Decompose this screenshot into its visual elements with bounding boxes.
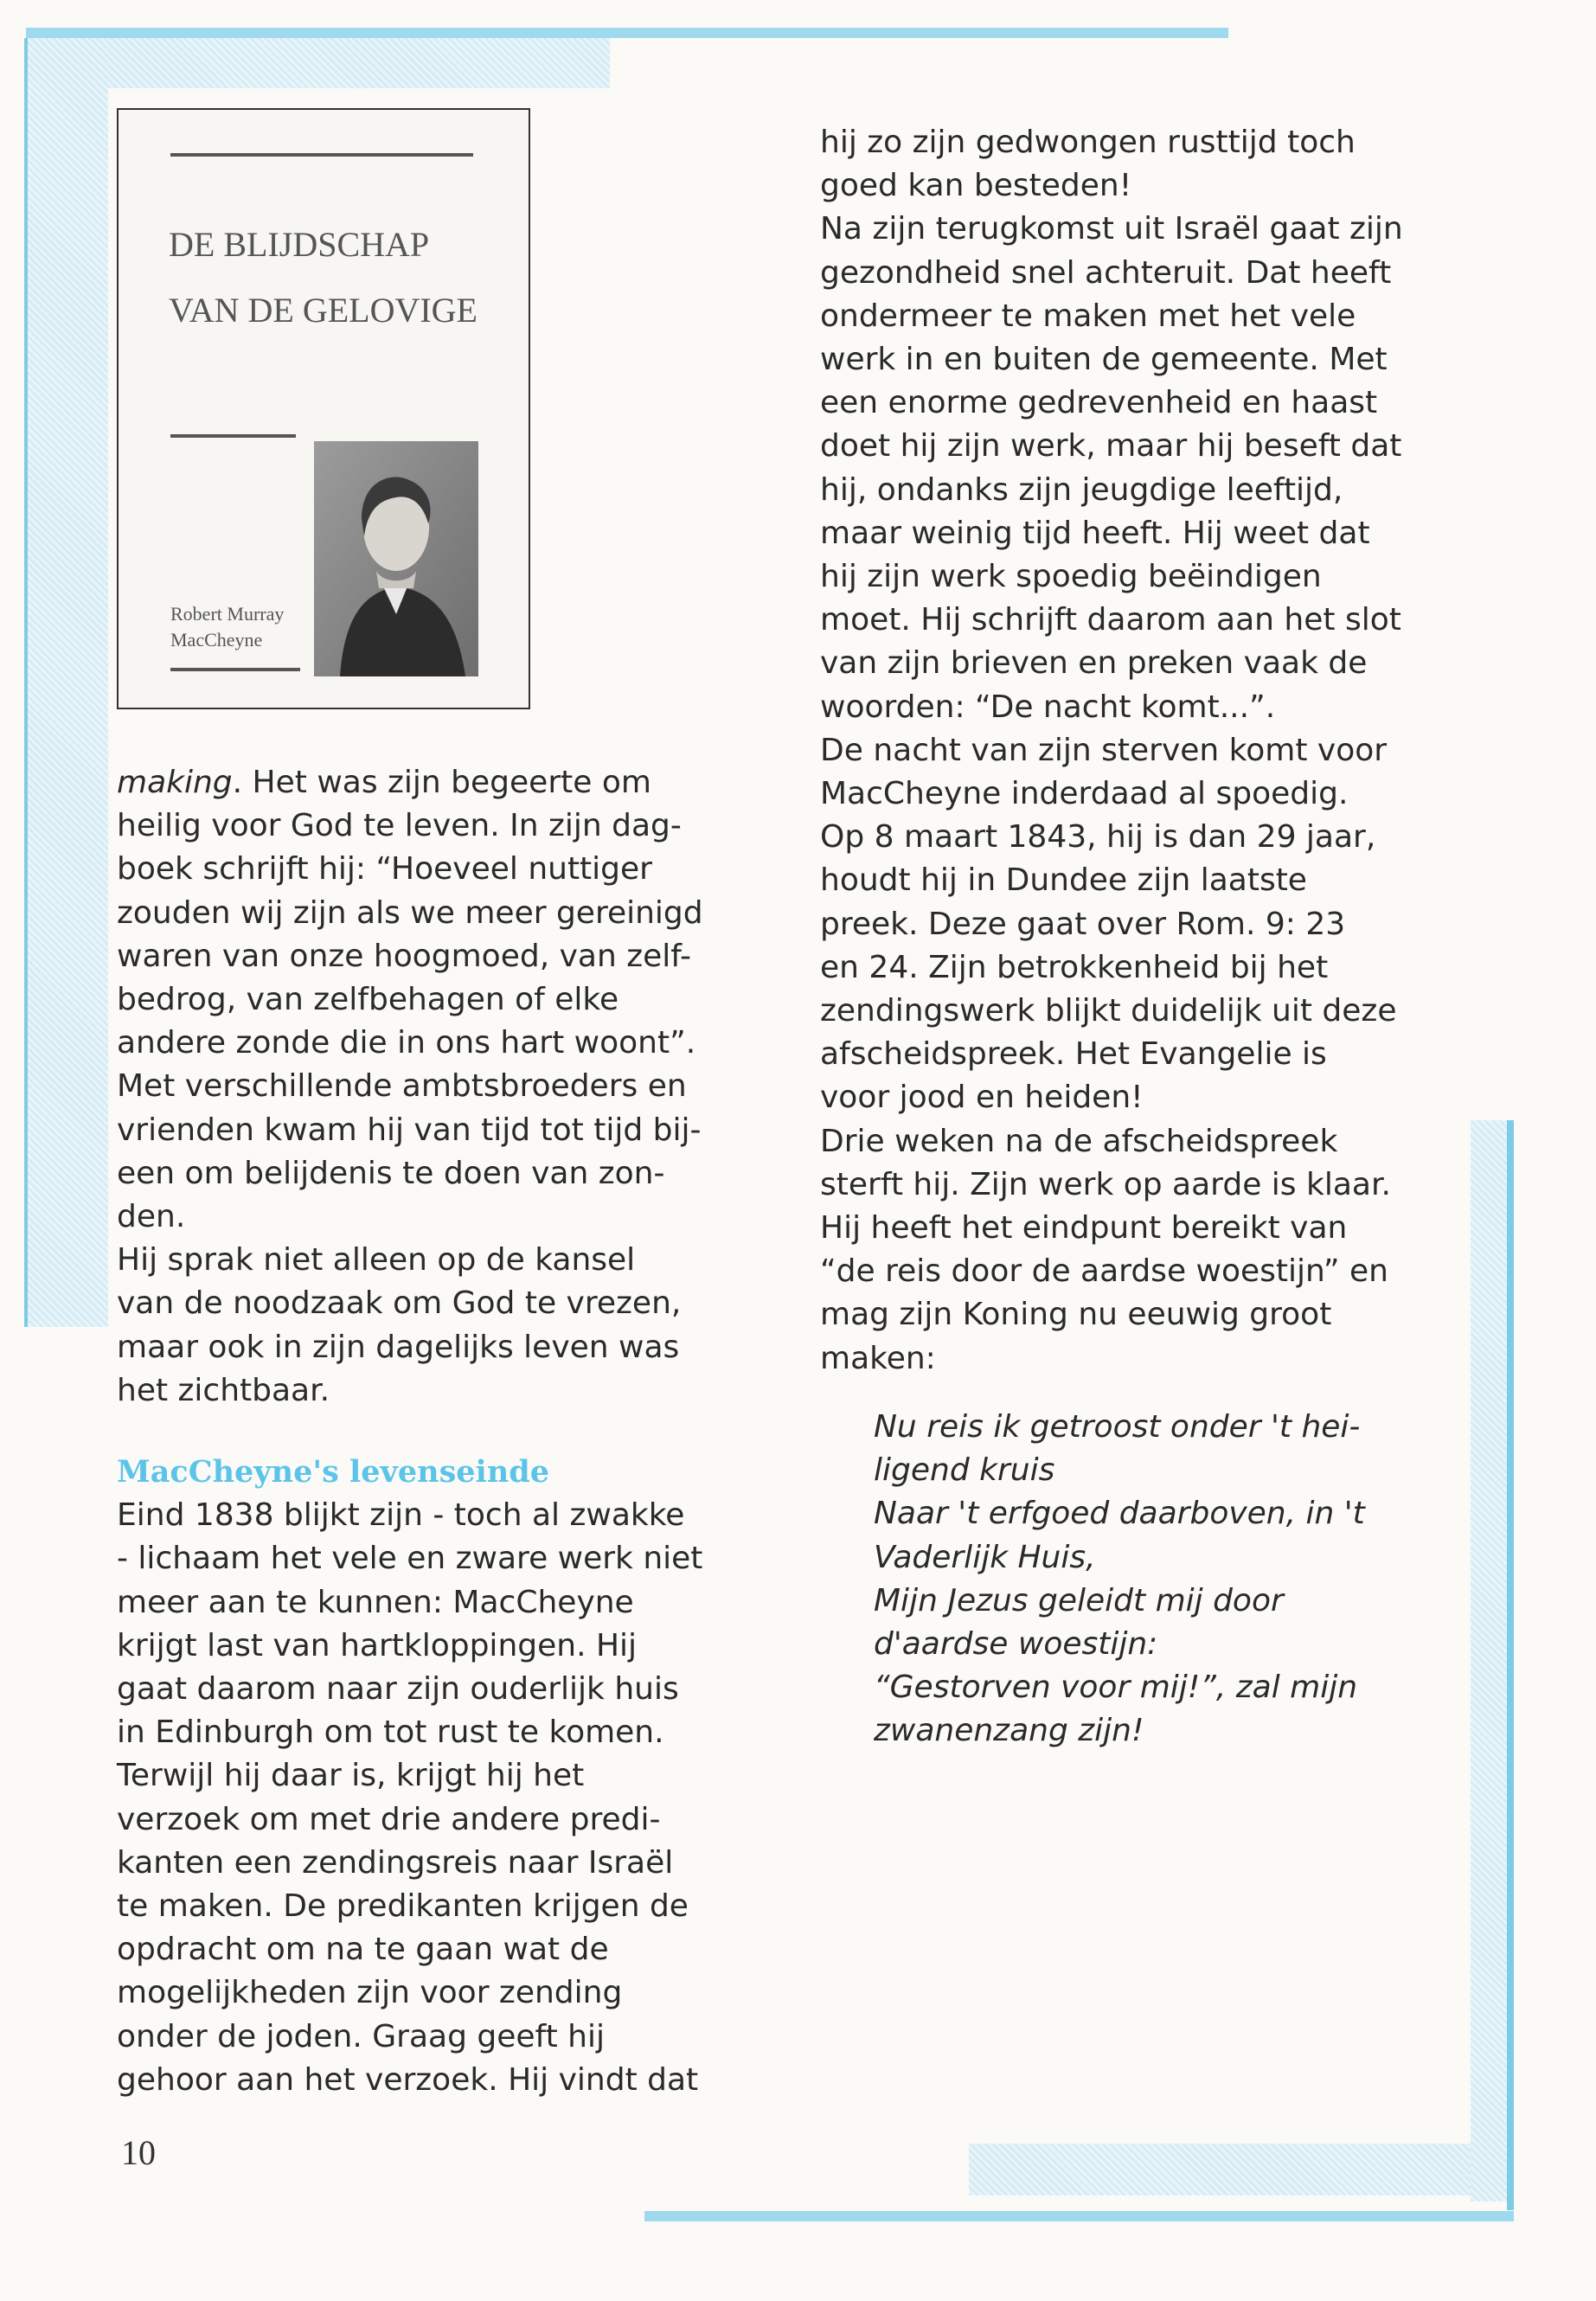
text-line: gaat daarom naar zijn ouderlijk huis [117, 1671, 679, 1708]
left-column-intro [117, 761, 740, 1413]
text-line: andere zonde die in ons hart woont”. [117, 1025, 696, 1061]
text-line: verzoek om met drie andere predi- [117, 1801, 661, 1837]
text-line: werk in en buiten de gemeente. Met [820, 342, 1388, 378]
left-pattern-block [26, 38, 108, 1327]
text-line: te maken. De predikanten krijgen de [117, 1888, 689, 1925]
text-line: hij zijn werk spoedig beëindigen [820, 559, 1322, 595]
text-line: den. [117, 1199, 186, 1235]
text-line: onder de joden. Graag geeft hij [117, 2018, 605, 2054]
text-line: hij, ondanks zijn jeugdige leeftijd, [820, 471, 1343, 508]
right-accent-line [1507, 1120, 1514, 2210]
author-portrait [314, 441, 478, 676]
poem-line: ligend kruis [874, 1452, 1055, 1489]
text-line: maar ook in zijn dagelijks leven was [117, 1329, 680, 1365]
text-line: Hij sprak niet alleen op de kansel [117, 1242, 636, 1279]
text-line: zendingswerk blijkt duidelijk uit deze [820, 993, 1397, 1029]
right-column-text [820, 121, 1443, 1381]
text-line: in Edinburgh om tot rust te komen. [117, 1715, 664, 1751]
text-line: zouden wij zijn als we meer gereinigd [117, 894, 703, 931]
left-column-section [117, 1451, 740, 2102]
text-line: Terwijl hij daar is, krijgt hij het [117, 1758, 585, 1794]
book-title-line-2: VAN DE GELOVIGE [169, 291, 478, 330]
text-line: van de noodzaak om God te vrezen, [117, 1285, 682, 1322]
text-line: doet hij zijn werk, maar hij beseft dat [820, 428, 1402, 465]
poem-line: Mijn Jezus geleidt mij door [874, 1582, 1284, 1618]
bottom-pattern-band [969, 2144, 1471, 2195]
section-heading: MacCheyne's levenseinde [117, 1454, 550, 1490]
text-line: ondermeer te maken met het vele [820, 298, 1356, 334]
text-line: vrienden kwam hij van tijd tot tijd bij- [117, 1112, 702, 1148]
text-line: gezondheid snel achteruit. Dat heeft [820, 254, 1392, 291]
text-line: woorden: “De nacht komt...”. [820, 689, 1276, 725]
text-line: een enorme gedrevenheid en haast [820, 385, 1378, 421]
text-line: mag zijn Koning nu eeuwig groot [820, 1297, 1332, 1333]
text-line: sterft hij. Zijn werk op aarde is klaar. [820, 1166, 1391, 1202]
poem-line: zwanenzang zijn! [874, 1713, 1144, 1749]
text-line-italic-word: making [117, 765, 233, 800]
page-number: 10 [121, 2133, 156, 2172]
text-line: Met verschillende ambtsbroeders en [117, 1068, 687, 1105]
text-line: maar weinig tijd heeft. Hij weet dat [820, 515, 1370, 551]
text-line: Hij heeft het eindpunt bereikt van [820, 1210, 1348, 1247]
text-line: voor jood en heiden! [820, 1080, 1144, 1116]
text-line: een om belijdenis te doen van zon- [117, 1155, 665, 1191]
text-line: waren van onze hoogmoed, van zelf- [117, 938, 691, 974]
book-author-line-2: MacCheyne [170, 629, 263, 651]
text-line: houdt hij in Dundee zijn laatste [820, 862, 1307, 899]
text-line: mogelijkheden zijn voor zending [117, 1975, 623, 2011]
book-title-line-1: DE BLIJDSCHAP [169, 225, 430, 264]
left-accent-line [24, 38, 28, 1327]
text-line: preek. Deze gaat over Rom. 9: 23 [820, 906, 1346, 942]
text-line: MacCheyne inderdaad al spoedig. [820, 776, 1349, 812]
book-title [169, 212, 515, 343]
text-line: making. Het was zijn begeerte om [117, 765, 651, 800]
text-line: Eind 1838 blijkt zijn - toch al zwakke [117, 1497, 685, 1534]
bottom-accent-bar [644, 2211, 1514, 2221]
book-author-line-1: Robert Murray [170, 603, 285, 625]
text-line: meer aan te kunnen: MacCheyne [117, 1584, 634, 1620]
text-line: bedrog, van zelfbehagen of elke [117, 982, 619, 1018]
text-line: opdracht om na te gaan wat de [117, 1932, 609, 1968]
text-line: afscheidspreek. Het Evangelie is [820, 1036, 1327, 1073]
text-line: Op 8 maart 1843, hij is dan 29 jaar, [820, 819, 1376, 856]
text-line: krijgt last van hartkloppingen. Hij [117, 1627, 638, 1663]
book-author [170, 601, 309, 653]
book-rule-middle [170, 434, 296, 438]
text-line: het zichtbaar. [117, 1372, 330, 1408]
poem [874, 1406, 1497, 1753]
poem-line: d'aardse woestijn: [874, 1626, 1158, 1663]
top-accent-bar [26, 28, 1228, 38]
poem-line: Naar 't erfgoed daarboven, in 't [874, 1496, 1365, 1532]
top-pattern-band [108, 38, 610, 88]
poem-line: Vaderlijk Huis, [874, 1539, 1096, 1575]
portrait-image [314, 441, 478, 676]
text-line: maken: [820, 1340, 936, 1376]
text-line: hij zo zijn gedwongen rusttijd toch [820, 125, 1356, 160]
book-rule-top [170, 153, 473, 157]
text-line: goed kan besteden! [820, 168, 1132, 204]
text-line: heilig voor God te leven. In zijn dag- [117, 808, 682, 844]
text-line: moet. Hij schrijft daarom aan het slot [820, 602, 1401, 638]
text-line: en 24. Zijn betrokkenheid bij het [820, 949, 1329, 985]
text-line: - lichaam het vele en zware werk niet [117, 1541, 703, 1577]
book-cover [117, 108, 530, 709]
book-rule-bottom [170, 668, 300, 671]
text-line: kanten een zendingsreis naar Israël [117, 1844, 674, 1881]
text-line: Drie weken na de afscheidspreek [820, 1123, 1338, 1159]
text-line: Na zijn terugkomst uit Israël gaat zijn [820, 211, 1403, 247]
text-line: van zijn brieven en preken vaak de [820, 645, 1368, 682]
text-line: “de reis door de aardse woestijn” en [820, 1253, 1388, 1290]
poem-line: Nu reis ik getroost onder 't hei- [874, 1409, 1361, 1445]
text-line: De nacht van zijn sterven komt voor [820, 732, 1388, 768]
text-line: boek schrijft hij: “Hoeveel nuttiger [117, 851, 652, 888]
text-line: gehoor aan het verzoek. Hij vindt dat [117, 2061, 699, 2098]
poem-line: “Gestorven voor mij!”, zal mijn [874, 1670, 1358, 1706]
